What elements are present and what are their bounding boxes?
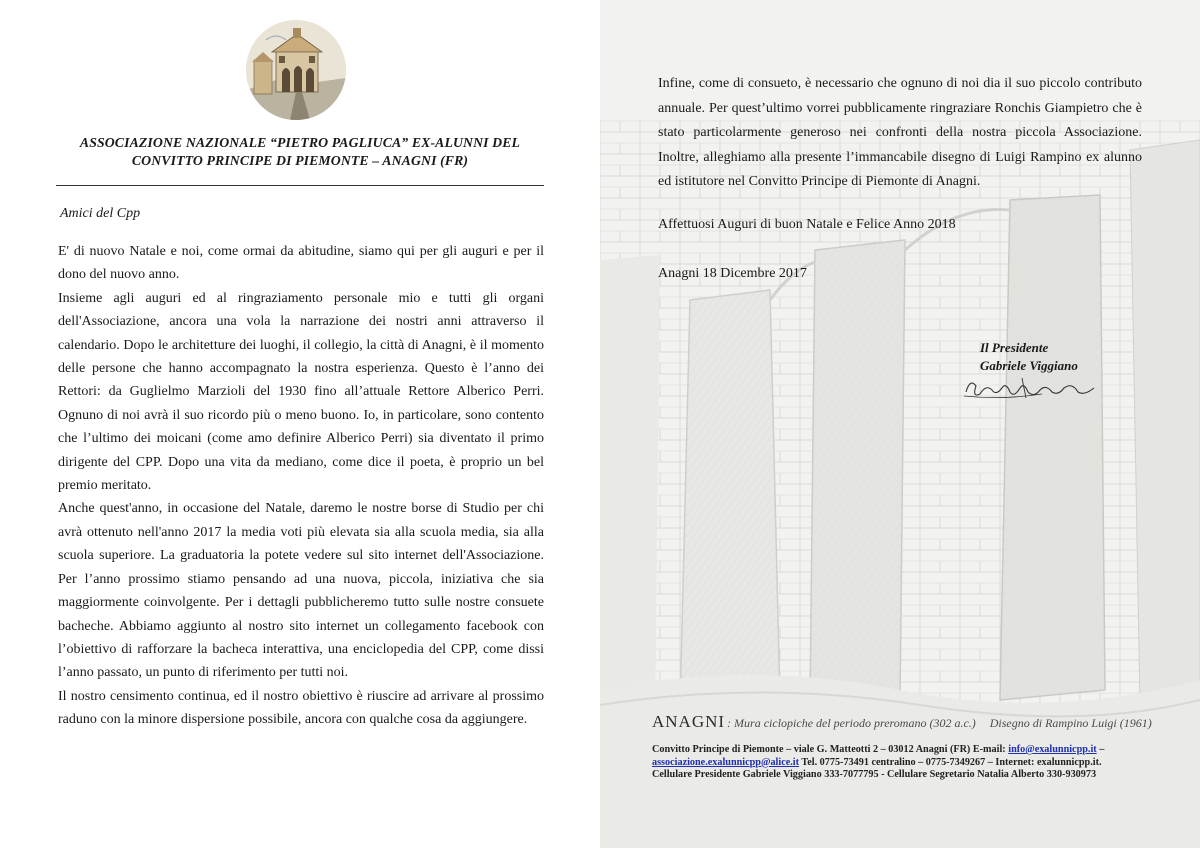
letter-paragraph: Anche quest'anno, in occasione del Natale, daremo le nostre borse di Studio per chi avrà ottenuto nell'anno 2017 la media voti più elevata sia alla scuola media, sia alla scuola superiore. La graduatoria la potete vedere sul sito internet dell'Associazione. Per l’anno prossimo stiamo pensando ad una nuova, piccola, iniziativa che sia maggiormente coinvolgente. Per i dettagli pubblicheremo tutto sulle nostre consuete bacheche. Abbiamo aggiunto al nostro sito internet un collegamento facebook con l’obiettivo di rafforzare la bacheca interattiva, una enciclopedia del CPP, come dissi l’anno passato, un punto di riferimento per tutti noi. — [58, 501, 544, 681]
drawing-caption — [652, 712, 1152, 732]
footer-address: Convitto Principe di Piemonte – viale G. Matteotti 2 – 03012 Anagni (FR) E-mail: — [652, 744, 1009, 755]
letter-paragraph: E' di nuovo Natale e noi, come ormai da abitudine, siamo qui per gli auguri e per il dono del nuovo anno. — [58, 244, 544, 283]
right-page — [600, 0, 1200, 848]
footer-line-1 — [652, 744, 1150, 757]
letter-body — [58, 240, 544, 732]
caption-subtitle: : Mura ciclopiche del periodo preromano (302 a.c.) — [727, 716, 976, 730]
college-building-icon — [246, 20, 346, 120]
place-and-date: Anagni 18 Dicembre 2017 — [658, 266, 807, 281]
footer-line-2 — [652, 757, 1150, 770]
president-name: Gabriele Viggiano — [980, 358, 1078, 373]
association-logo-image — [246, 20, 346, 120]
letter-paragraph: Insieme agli auguri ed al ringraziamento personale mio e tutti gli organi dell'Associazione, ancora una vola la narrazione dei nostri anni attraverso il calendario. Dopo le architetture dei luoghi, il collegio, la città di Anagni, è il momento delle persone che hanno accompagnato la nostra esperienza. Questo è l’anno dei Rettori: da Guglielmo Marzioli del 1930 fino all’attuale Rettore Alberico Perri. Ognuno di noi avrà il suo ricordo più o meno buono. Io, in particolare, sono contento che l’ultimo dei moicani (come amo definire Alberico Perri) sia diventato il primo dirigente del CPP. Dopo una vita da mediano, come dice il poeta, è proprio un bel premio meritato. — [58, 290, 544, 494]
footer-email2-link[interactable]: associazione.exalunnicpp@alice.it — [652, 756, 800, 768]
association-title — [56, 134, 544, 170]
caption-title: ANAGNI — [652, 712, 726, 731]
president-signature-icon — [962, 374, 1102, 404]
closing-paragraph — [658, 72, 1142, 195]
president-title: Il Presidente — [980, 340, 1049, 355]
association-title-line2: CONVITTO PRINCIPE DI PIEMONTE – ANAGNI (FR) — [131, 153, 469, 168]
caption-credit: Disegno di Rampino Luigi (1961) — [989, 716, 1152, 730]
footer-dash: – — [1096, 744, 1105, 755]
contact-footer — [652, 744, 1150, 782]
footer-line-3: Cellulare Presidente Gabriele Viggiano 333-7077795 - Cellulare Segretario Natalia Alberto 330-930973 — [652, 769, 1097, 781]
closing-paragraph-text: Infine, come di consueto, è necessario che ognuno di noi dia il suo piccolo contributo annuale. Per quest’ultimo vorrei pubblicamente ringraziare Ronchis Giampietro che è stato particolarmente generoso nei confronti della nostra piccola Associazione. Inoltre, alleghiamo alla presente l’immancabile disegno di Luigi Rampino ex alunno ed istitutore nel Convitto Principe di Piemonte di Anagni. — [658, 76, 1142, 190]
footer-phones: Tel. 0775-73491 centralino – 0775-7349267 – Internet: exalunnicpp.it. — [799, 756, 1102, 768]
holiday-wishes: Affettuosi Auguri di buon Natale e Felice Anno 2018 — [658, 217, 956, 232]
header-divider — [56, 185, 544, 186]
footer-email-link[interactable]: info@exalunnicpp.it — [1008, 744, 1097, 755]
letter-greeting: Amici del Cpp — [60, 206, 141, 221]
letter-paragraph: Il nostro censimento continua, ed il nostro obiettivo è riuscire ad arrivare al prossimo raduno con la minore dispersione possibile, ancora con qualche cosa da aggiungere. — [58, 688, 544, 728]
association-title-line1: ASSOCIAZIONE NAZIONALE “PIETRO PAGLIUCA” EX-ALUNNI DEL — [79, 135, 521, 150]
